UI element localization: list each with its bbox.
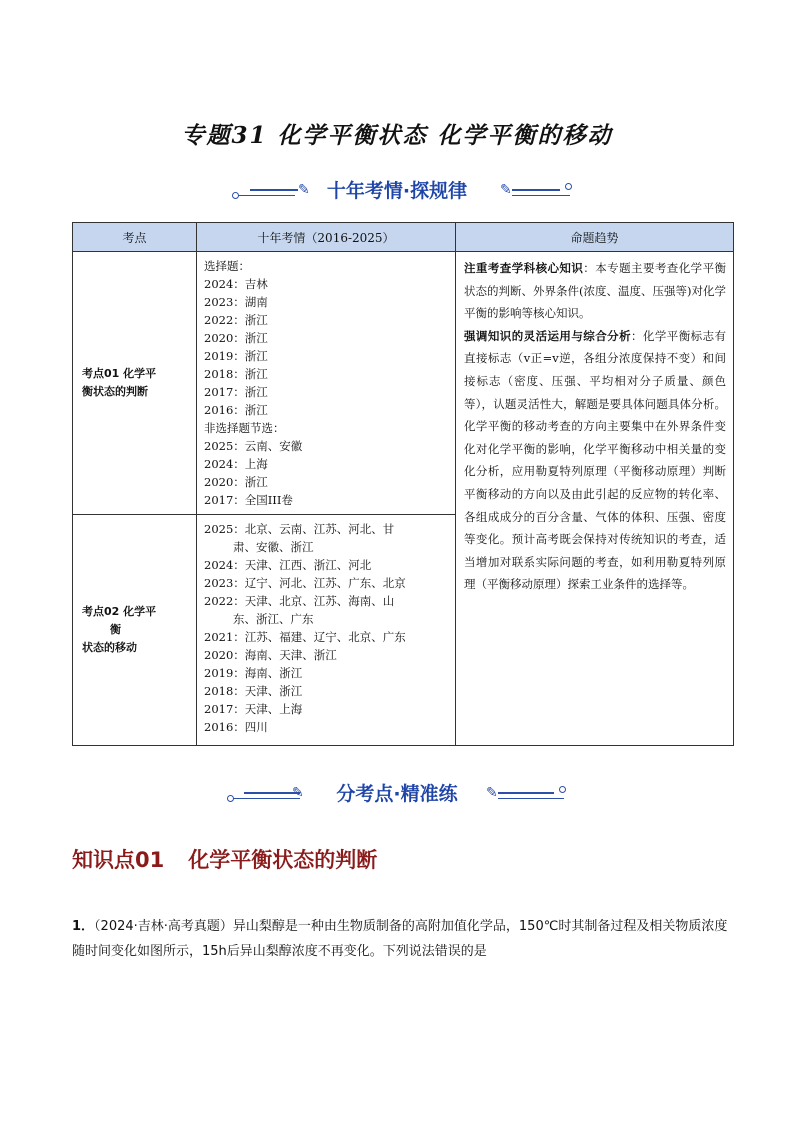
table-header: 考点 [73,223,197,252]
exam-point-label: 衡 [110,623,121,636]
exam-point-cell [73,252,197,515]
history-line: 2017：浙江 [204,385,268,399]
question-1 [72,914,732,964]
section-label: 知识点01 [72,848,165,872]
banner-right-line [512,195,570,196]
table-row [73,252,734,515]
history-line: 2020：浙江 [204,331,268,345]
exam-point-label: 衡状态的判断 [82,385,148,398]
question-source: （2024·吉林·高考真题） [94,919,233,934]
banner-right-line-accent [512,189,560,191]
banner-right-dot [565,183,572,190]
history-line: 2018：浙江 [204,367,268,381]
pen-icon: ✎ [292,785,304,801]
history-line: 2024：吉林 [204,277,268,291]
history-line: 东、浙江、广东 [233,612,314,626]
trend-heading: 强调知识的灵活运用与综合分析 [464,328,631,343]
history-line: 2018：天津、浙江 [204,684,303,698]
history-line: 非选择题节选： [204,421,285,435]
history-line: 2022：浙江 [204,313,268,327]
table-header: 十年考情（2016-2025） [197,223,456,252]
exam-point-cell [73,515,197,746]
pen-icon: ✎ [486,785,498,801]
trend-cell [456,252,734,746]
pen-icon: ✎ [500,182,512,198]
history-line: 2024：上海 [204,457,268,471]
trend-text: ：化学平衡标志有直接标志（v正=v逆，各组分浓度保持不变）和间接标志（密度、压强、平均相对分子质量、颜色等），认题灵活性大，解题是要具体问题具体分析。化学平衡的移动考查的方向主要集中在外界条件变化对化学平衡的影响，化学平衡移动中相关量的变化分析，应用勒夏特列原理（平衡移动原理）判断平衡移动的方向以及由此引起的反应物的转化率、各组成成分的百分含量、气体的体积、压强、密度等变化。预计高考既会保持对传统知识的考查，适当增加对联系实际问题的考查，如利用勒夏特列原理（平衡移动原理）探索工业条件的选择等。 [464,328,726,592]
banner-right-dot [559,786,566,793]
banner-right-line [498,798,564,799]
history-line: 2017：天津、上海 [204,702,303,716]
question-text: 异山梨醇是一种由生物质制备的高附加值化学品，150℃时其制备过程及相关物质浓度随时间变化如图所示，15h后异山梨醇浓度不再变化。下列说法错误的是 [72,919,728,959]
exam-point-label: 状态的移动 [82,641,137,654]
page-title: 专题31 化学平衡状态 化学平衡的移动 [181,122,613,149]
banner-right-line-accent [498,792,554,794]
section-heading [72,844,401,874]
history-line: 2024：天津、江西、浙江、河北 [204,558,372,572]
banner-title: 分考点·精准练 [336,783,458,805]
table-header-row [73,223,734,252]
history-line: 2016：四川 [204,720,268,734]
history-line: 2021：江苏、福建、辽宁、北京、广东 [204,630,406,644]
history-line: 2025：北京、云南、江苏、河北、甘 [204,522,395,536]
history-line: 2020：浙江 [204,475,268,489]
table-header: 命题趋势 [456,223,734,252]
history-line: 2023：辽宁、河北、江苏、广东、北京 [204,576,406,590]
history-line: 2019：浙江 [204,349,268,363]
history-line: 2025：云南、安徽 [204,439,303,453]
section-title: 化学平衡状态的判断 [188,848,378,872]
pen-icon: ✎ [298,182,310,198]
banner-ten-year [0,176,794,206]
exam-point-label: 考点02 化学平 [82,605,157,618]
history-line: 肃、安徽、浙江 [233,540,314,554]
history-line: 选择题： [204,259,250,273]
history-line: 2017：全国III卷 [204,493,293,507]
banner-practice [0,779,794,809]
history-cell [197,515,456,746]
trend-text: ：本专题主要考查化学平衡状态的判断、外界条件(浓度、温度、压强等)对化学平衡的影响等核心知识。 [464,261,727,321]
history-line: 2019：海南、浙江 [204,666,303,680]
trend-heading: 注重考查学科核心知识 [464,261,584,275]
exam-table [72,222,734,746]
history-line: 2016：浙江 [204,403,268,417]
history-cell [197,252,456,515]
question-number: 1． [72,919,95,934]
history-line: 2020：海南、天津、浙江 [204,648,337,662]
banner-title: 十年考情·探规律 [326,180,468,202]
history-line: 2023：湖南 [204,295,268,309]
history-line: 2022：天津、北京、江苏、海南、山 [204,594,395,608]
exam-point-label: 考点01 化学平 [82,367,157,380]
